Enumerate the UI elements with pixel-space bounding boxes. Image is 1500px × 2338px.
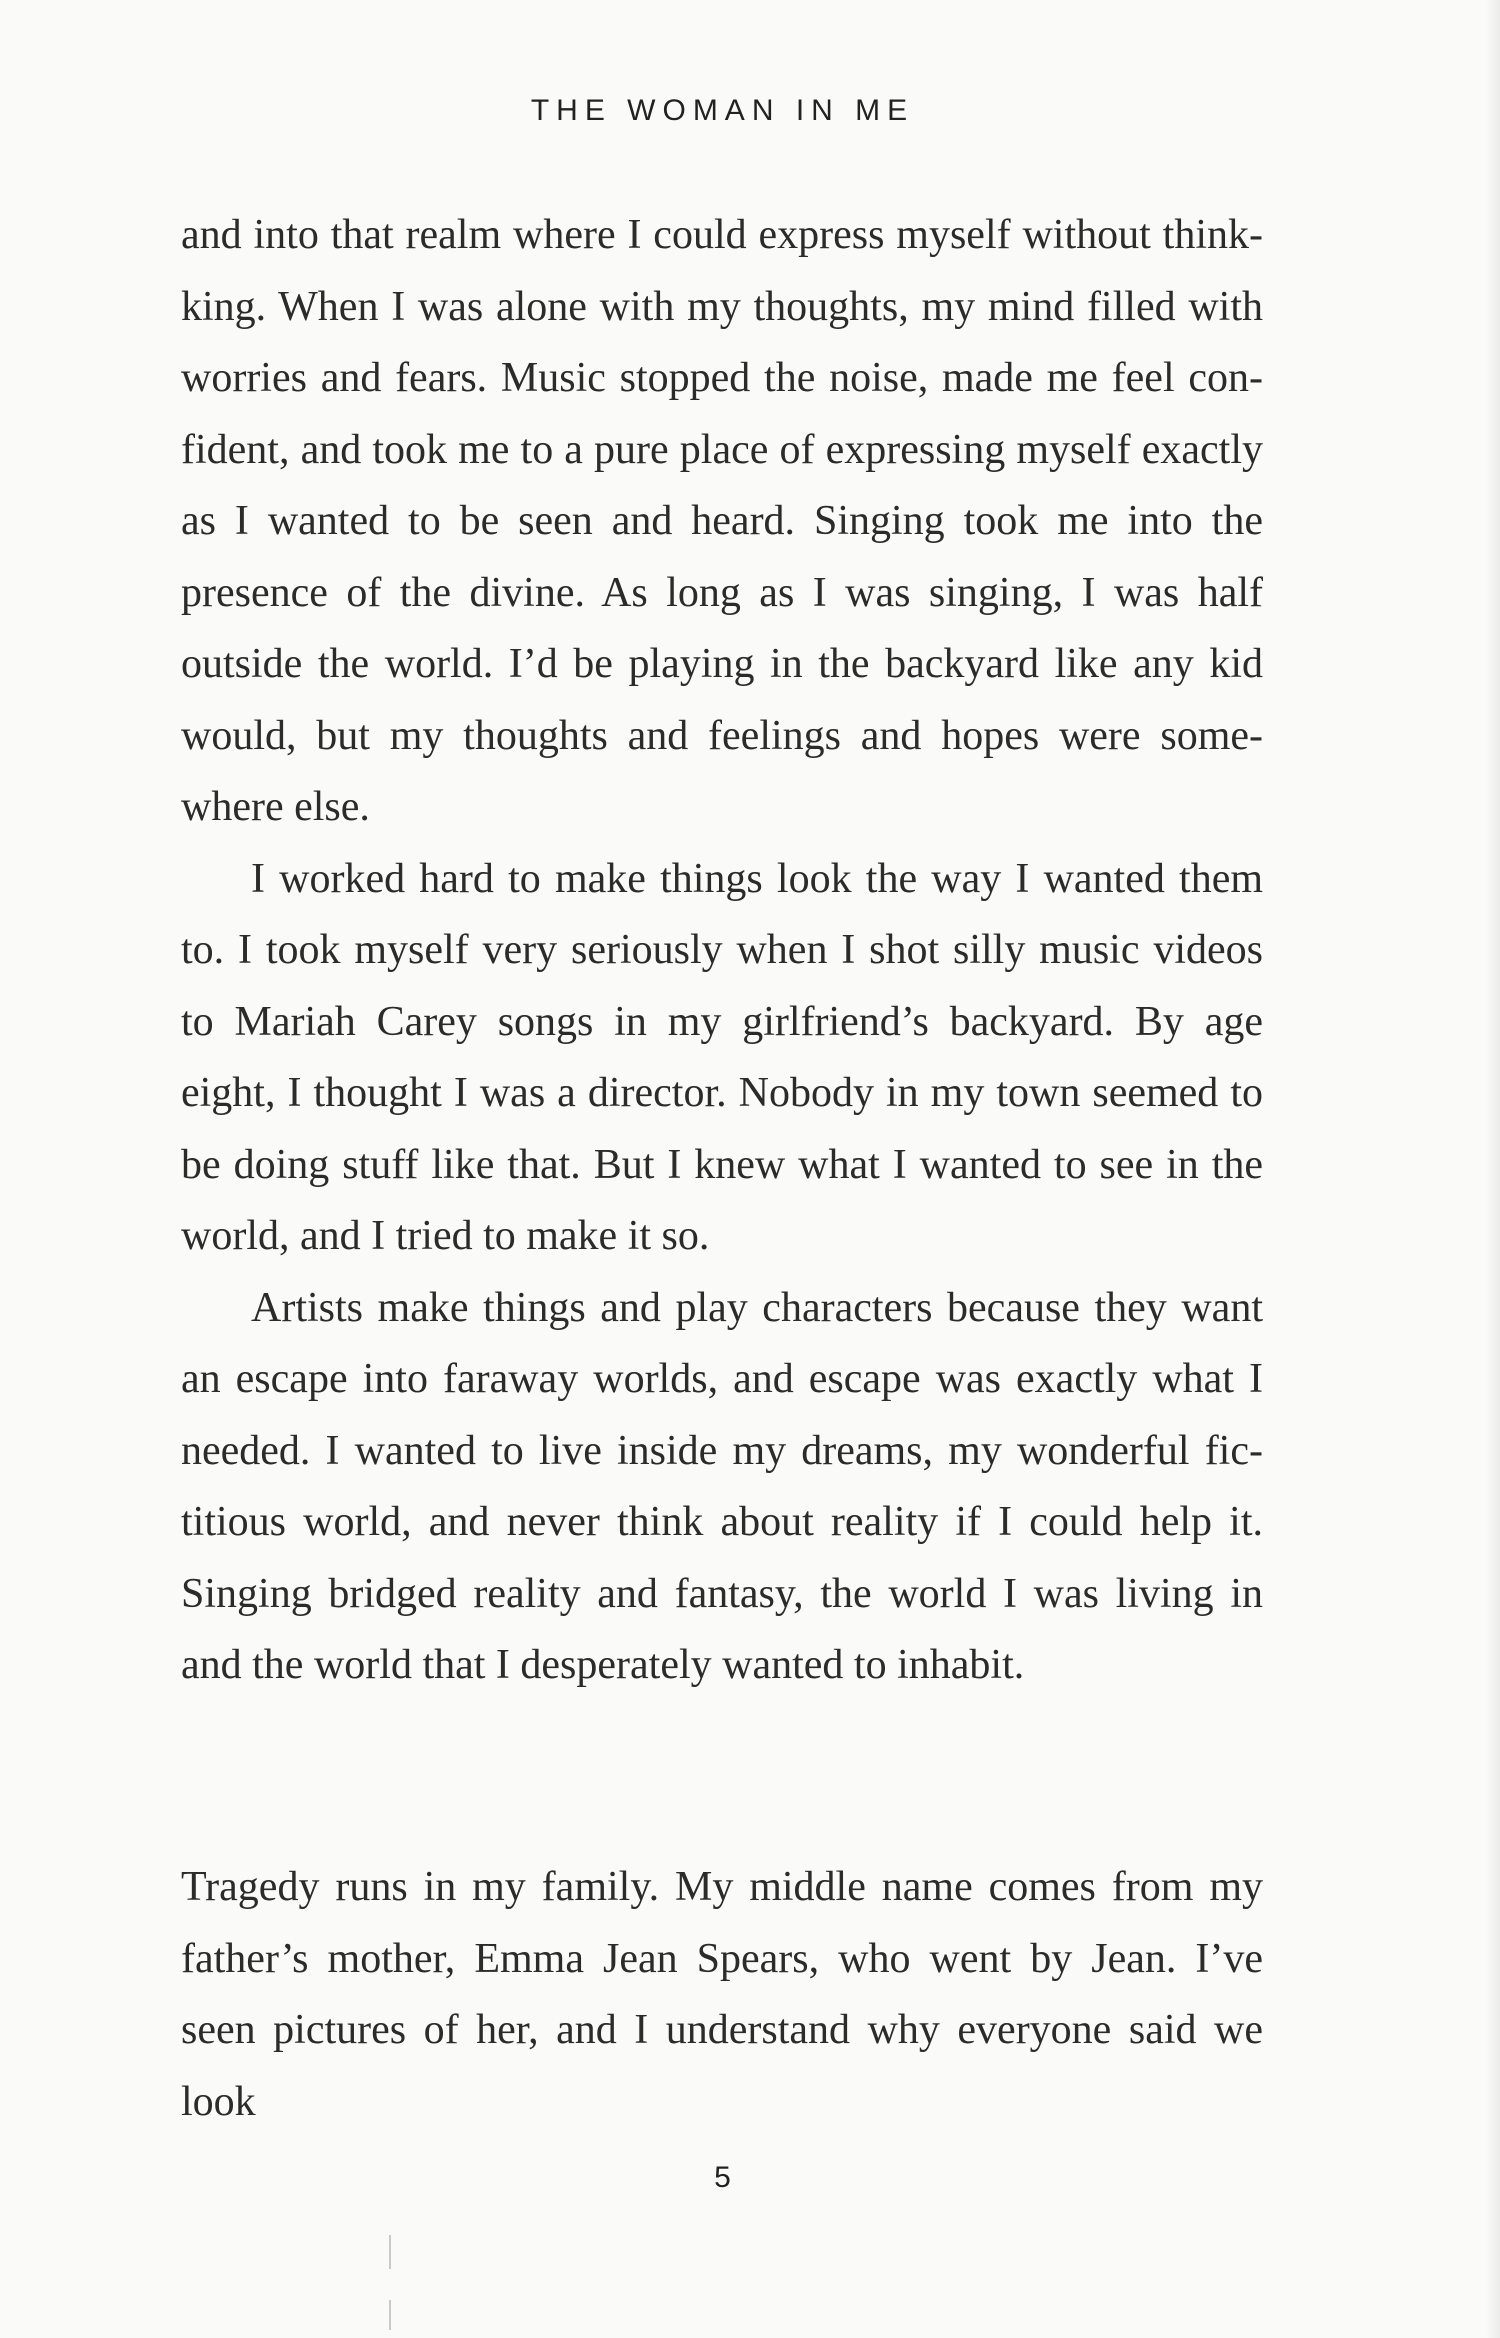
body-text-section-1 bbox=[181, 200, 1263, 1702]
page-edge-shadow bbox=[1486, 0, 1500, 2338]
scan-artifact-line bbox=[389, 2300, 391, 2330]
paragraph: I worked hard to make things look the way I wanted them to. I took myself very seriously when I shot silly music videos to Mariah Carey songs in my girlfriend’s backyard. By age eight, I thought I was a director. Nobody in my town seemed to be doing stuff like that. But I knew what I wanted to see in the world, and I tried to make it so. bbox=[181, 855, 1263, 1259]
paragraph-continued: and into that realm where I could express myself without thinkking. When I was alone with my thoughts, my mind filled with worries and fears. Music stopped the noise, made me feel confident, and took me to a pure place of expressing myself exactly as I wanted to be seen and heard. Singing took me into the presence of the divine. As long as I was singing, I was half outside the world. I’d be playing in the backyard like any kid would, but my thoughts and feelings and hopes were somewhere else. bbox=[181, 212, 1263, 830]
paragraph: Artists make things and play characters because they want an escape into faraway worlds, and escape was exactly what I needed. I wanted to live inside my dreams, my wonderful fictitious world, and never think about reality if I could help it. Singing bridged reality and fantasy, the world I was living in and the world that I desperately wanted to inhabit. bbox=[181, 1284, 1263, 1688]
body-text-section-2 bbox=[181, 1852, 1263, 2138]
scan-artifact-line bbox=[389, 2235, 391, 2269]
page-number: 5 bbox=[714, 2161, 731, 2194]
running-header: THE WOMAN IN ME bbox=[530, 94, 915, 127]
paragraph-section-start: Tragedy runs in my family. My middle name comes from my father’s mother, Emma Jean Spears, who went by Jean. I’ve seen pictures of her, and I understand why everyone said we look bbox=[181, 1864, 1263, 2125]
